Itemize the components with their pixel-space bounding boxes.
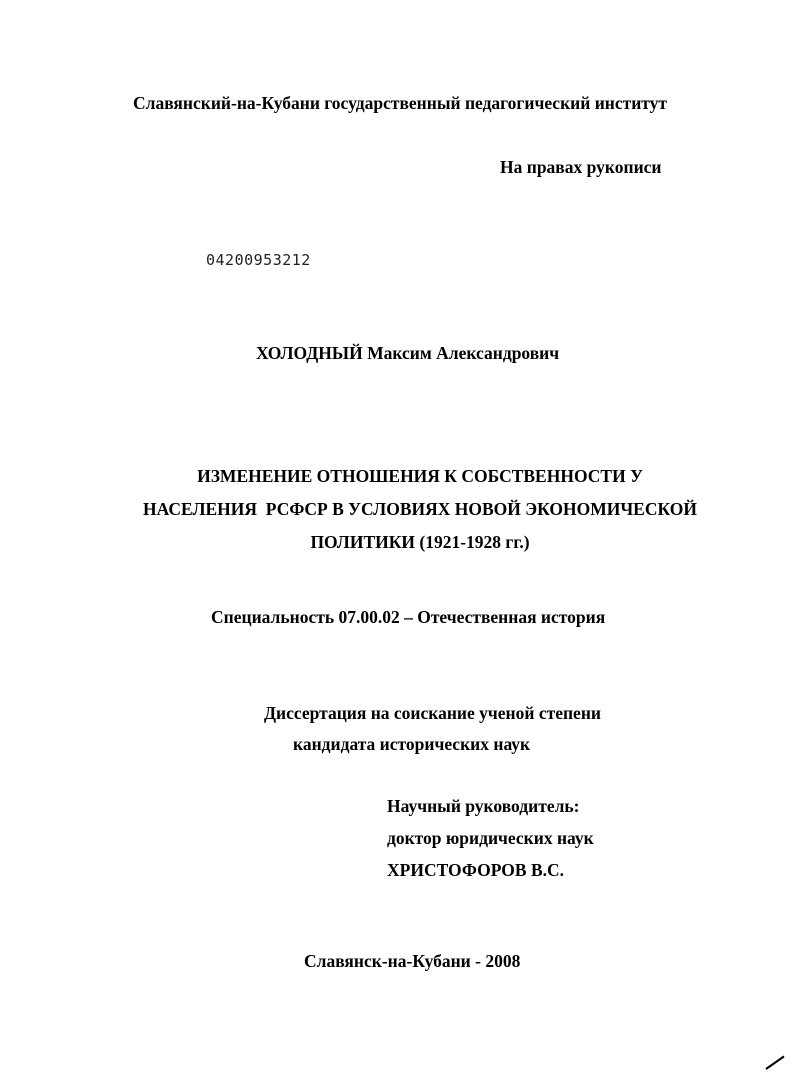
supervisor-degree: доктор юридических наук xyxy=(387,828,594,848)
title-line-3: ПОЛИТИКИ (1921-1928 гг.) xyxy=(310,532,530,552)
author-name: ХОЛОДНЫЙ Максим Александрович xyxy=(256,343,560,363)
institution-name: Славянский-на-Кубани государственный педагогический институт xyxy=(133,93,668,113)
rights-notice: На правах рукописи xyxy=(500,157,662,177)
pen-mark-icon xyxy=(765,1056,784,1070)
city-year: Славянск-на-Кубани - 2008 xyxy=(304,951,521,971)
catalog-number: 04200953212 xyxy=(206,251,311,269)
title-line-2: НАСЕЛЕНИЯ РСФСР В УСЛОВИЯХ НОВОЙ ЭКОНОМИЧЕСКОЙ xyxy=(143,499,697,519)
dissertation-degree-line-1: Диссертация на соискание ученой степени xyxy=(264,703,601,723)
supervisor-label: Научный руководитель: xyxy=(387,796,580,816)
specialty: Специальность 07.00.02 – Отечественная история xyxy=(211,607,606,627)
dissertation-degree-line-2: кандидата исторических наук xyxy=(293,734,531,754)
title-line-1: ИЗМЕНЕНИЕ ОТНОШЕНИЯ К СОБСТВЕННОСТИ У xyxy=(197,466,643,486)
supervisor-name: ХРИСТОФОРОВ В.С. xyxy=(387,860,565,880)
dissertation-title xyxy=(100,460,740,559)
